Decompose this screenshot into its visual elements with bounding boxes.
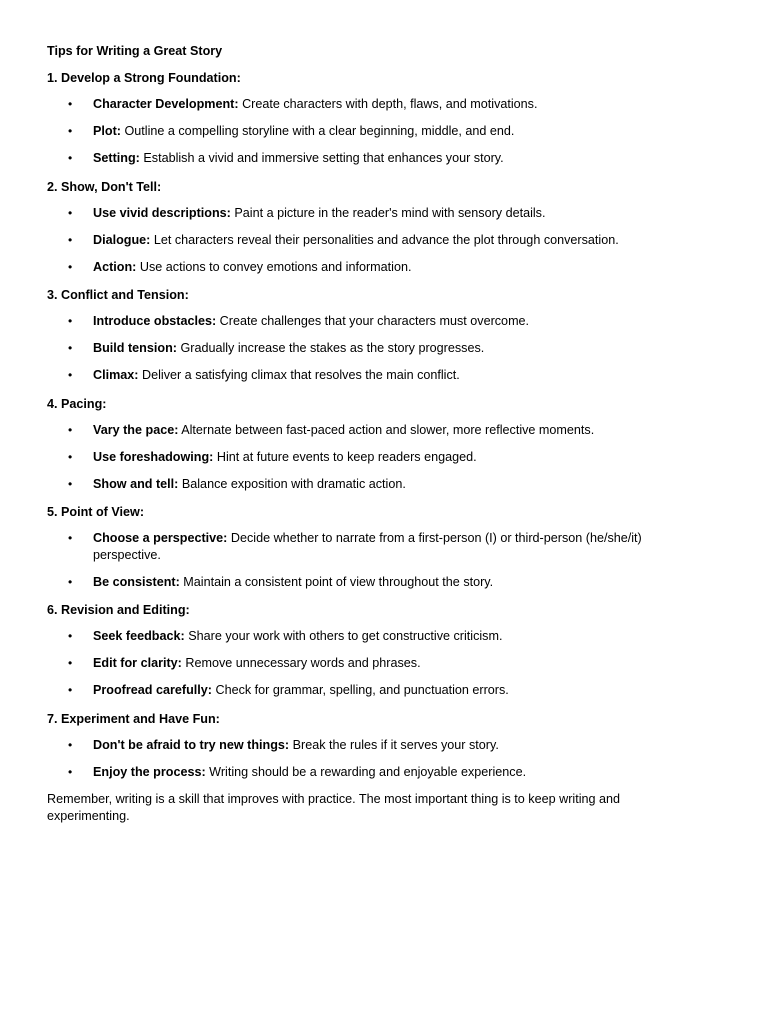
- section-heading: 5. Point of View:: [47, 504, 145, 519]
- list-item-term: Edit for clarity:: [93, 656, 182, 671]
- bullet-icon: •: [68, 476, 73, 491]
- list-item-term: Use vivid descriptions:: [93, 205, 231, 220]
- closing-paragraph: Remember, writing is a skill that improves with practice. The most important thing is to keep writing and experimenting.: [47, 791, 621, 824]
- bullet-icon: •: [68, 764, 73, 779]
- section-heading: 1. Develop a Strong Foundation:: [47, 71, 241, 86]
- section-heading: 3. Conflict and Tension:: [47, 288, 189, 303]
- list-item-text: Break the rules if it serves your story.: [289, 737, 499, 752]
- list-item: [47, 123, 668, 140]
- list-item-text: Maintain a consistent point of view throughout the story.: [179, 574, 494, 589]
- document-title: Tips for Writing a Great Story: [47, 44, 223, 58]
- bullet-icon: •: [68, 368, 73, 383]
- bullet-icon: •: [68, 124, 73, 139]
- bullet-icon: •: [68, 737, 73, 752]
- list-item-term: Proofread carefully:: [93, 683, 212, 698]
- section-heading: 2. Show, Don't Tell:: [47, 179, 162, 194]
- list-item-term: Build tension:: [93, 341, 177, 356]
- list-item: [47, 476, 668, 493]
- list-item-text: Writing should be a rewarding and enjoyable experience.: [205, 764, 527, 779]
- list-item-text: Gradually increase the stakes as the story progresses.: [176, 341, 485, 356]
- list-item-term: Seek feedback:: [93, 629, 185, 644]
- bullet-icon: •: [68, 629, 73, 644]
- list-item: [47, 150, 668, 167]
- list-item-text: Create characters with depth, flaws, and motivations.: [238, 97, 538, 112]
- list-item-text: Decide whether to narrate from a first-person (I) or third-person (he/she/it) perspective.: [93, 530, 642, 562]
- list-item-term: Use foreshadowing:: [93, 449, 214, 464]
- section: [47, 603, 768, 699]
- bullet-icon: •: [68, 574, 73, 589]
- bullet-icon: •: [68, 314, 73, 329]
- bullet-icon: •: [68, 530, 73, 545]
- list-item-term: Don't be afraid to try new things:: [93, 737, 290, 752]
- list-item-text: Alternate between fast-paced action and slower, more reflective moments.: [178, 422, 595, 437]
- bullet-icon: •: [68, 259, 73, 274]
- list-item-text: Create challenges that your characters must overcome.: [216, 314, 530, 329]
- list-item-text: Use actions to convey emotions and information.: [136, 259, 412, 274]
- bullet-icon: •: [68, 449, 73, 464]
- bullet-icon: •: [68, 683, 73, 698]
- list-item-text: Outline a compelling storyline with a clear beginning, middle, and end.: [120, 124, 515, 139]
- section: [47, 288, 768, 384]
- list-item-term: Vary the pace:: [93, 422, 179, 437]
- list-item: [47, 367, 668, 384]
- list-item-text: Paint a picture in the reader's mind with sensory details.: [230, 205, 546, 220]
- bullet-icon: •: [68, 422, 73, 437]
- bullet-icon: •: [68, 341, 73, 356]
- list-item: [47, 574, 668, 591]
- list-item-text: Balance exposition with dramatic action.: [178, 476, 406, 491]
- list-item-term: Setting:: [93, 151, 140, 166]
- section-heading: 6. Revision and Editing:: [47, 603, 190, 618]
- list-item-term: Enjoy the process:: [93, 764, 206, 779]
- list-item: [47, 628, 668, 645]
- list-item-text: Deliver a satisfying climax that resolves the main conflict.: [138, 368, 460, 383]
- list-item-text: Establish a vivid and immersive setting that enhances your story.: [139, 151, 504, 166]
- list-item: [47, 530, 668, 564]
- bullet-icon: •: [68, 232, 73, 247]
- bullet-icon: •: [68, 151, 73, 166]
- bullet-icon: •: [68, 656, 73, 671]
- list-item-text: Check for grammar, spelling, and punctuation errors.: [211, 683, 509, 698]
- section-heading: 7. Experiment and Have Fun:: [47, 711, 220, 726]
- list-item-term: Be consistent:: [93, 574, 180, 589]
- list-item: [47, 655, 668, 672]
- list-item-text: Hint at future events to keep readers engaged.: [213, 449, 477, 464]
- section: [47, 712, 768, 781]
- bullet-icon: •: [68, 97, 73, 112]
- list-item-term: Show and tell:: [93, 476, 179, 491]
- list-item: [47, 682, 668, 699]
- section: [47, 505, 768, 591]
- list-item: [47, 422, 668, 439]
- list-item: [47, 232, 668, 249]
- section-heading: 4. Pacing:: [47, 396, 107, 411]
- section: [47, 71, 768, 167]
- list-item: [47, 259, 668, 276]
- list-item-text: Let characters reveal their personalities and advance the plot through conversation.: [150, 232, 619, 247]
- list-item: [47, 764, 668, 781]
- list-item: [47, 205, 668, 222]
- list-item-text: Remove unnecessary words and phrases.: [181, 656, 421, 671]
- list-item-term: Action:: [93, 259, 137, 274]
- list-item-term: Climax:: [93, 368, 139, 383]
- list-item-term: Plot:: [93, 124, 121, 139]
- list-item: [47, 340, 668, 357]
- list-item-term: Character Development:: [93, 97, 239, 112]
- sections-container: [47, 71, 768, 780]
- list-item: [47, 96, 668, 113]
- section: [47, 397, 768, 493]
- bullet-icon: •: [68, 205, 73, 220]
- list-item: [47, 449, 668, 466]
- list-item-text: Share your work with others to get constructive criticism.: [184, 629, 503, 644]
- list-item: [47, 313, 668, 330]
- list-item-term: Introduce obstacles:: [93, 314, 217, 329]
- list-item-term: Dialogue:: [93, 232, 151, 247]
- list-item: [47, 737, 668, 754]
- section: [47, 180, 768, 276]
- list-item-term: Choose a perspective:: [93, 530, 228, 545]
